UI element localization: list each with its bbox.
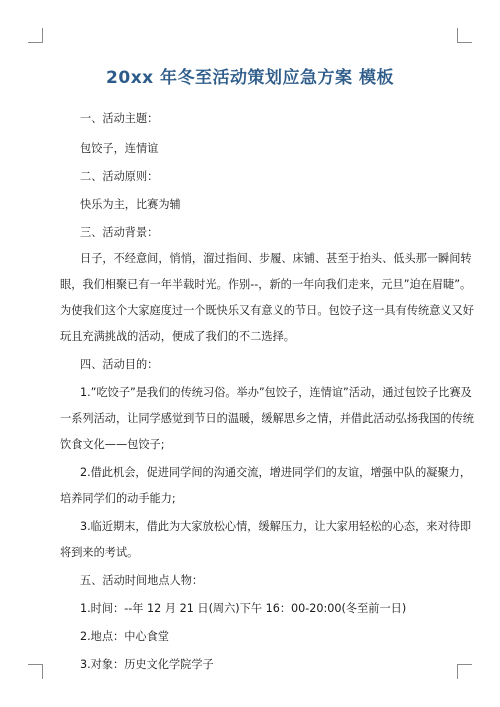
paragraph-purpose-line: 培养同学们的动手能力; — [60, 492, 176, 505]
paragraph-background-line: 为使我们这个大家庭度过一个既快乐又有意义的节日。包饺子这一具有传统意义又好 — [60, 304, 474, 317]
crop-mark-top-left — [28, 28, 43, 43]
paragraph-purpose-line: 将到来的考试。 — [60, 546, 139, 559]
paragraph-purpose-line: 3.临近期末，借此为大家放松心情，缓解压力，让大家用轻松的心态，来对待即 — [80, 520, 472, 533]
crop-mark-bottom-left — [28, 664, 43, 679]
crop-mark-top-right — [457, 28, 472, 43]
section-heading-time-place: 五、活动时间地点人物： — [80, 574, 204, 587]
paragraph-audience: 3.对象：历史文化学院学子 — [80, 658, 214, 671]
document-title: 20xx 年冬至活动策划应急方案 模板 — [106, 68, 394, 88]
paragraph-purpose-line: 一系列活动，让同学感觉到节日的温暖，缓解思乡之情，并借此活动弘扬我国的传统 — [60, 412, 474, 425]
paragraph-background-line: 玩且充满挑战的活动，便成了我们的不二选择。 — [60, 330, 295, 343]
paragraph-principle: 快乐为主，比赛为辅 — [80, 198, 181, 211]
section-heading-background: 三、活动背景： — [80, 226, 159, 239]
paragraph-background-line: 眼，我们相聚已有一年半载时光。作别--，新的一年向我们走来，元旦”迫在眉睫”。 — [60, 278, 472, 291]
paragraph-purpose-line: 饮食文化——包饺子; — [60, 438, 165, 451]
paragraph-purpose-line: 2.借此机会，促进同学间的沟通交流，增进同学们的友谊，增强中队的凝聚力， — [80, 466, 472, 479]
section-heading-principle: 二、活动原则： — [80, 170, 159, 183]
paragraph-background-line: 日子，不经意间，悄悄，溜过指间、步履、床铺、甚至于抬头、低头那一瞬间转 — [80, 252, 472, 265]
paragraph-time: 1.时间：--年 12 月 21 日(周六)下午 16：00-20:00(冬至前一日) — [80, 602, 407, 615]
paragraph-purpose-line: 1.”吃饺子”是我们的传统习俗。举办”包饺子，连情谊”活动，通过包饺子比赛及 — [80, 386, 472, 399]
paragraph-theme: 包饺子，连情谊 — [80, 142, 159, 155]
section-heading-theme: 一、活动主题： — [80, 112, 159, 125]
paragraph-place: 2.地点：中心食堂 — [80, 630, 169, 643]
section-heading-purpose: 四、活动目的： — [80, 358, 159, 371]
crop-mark-bottom-right — [457, 664, 472, 679]
